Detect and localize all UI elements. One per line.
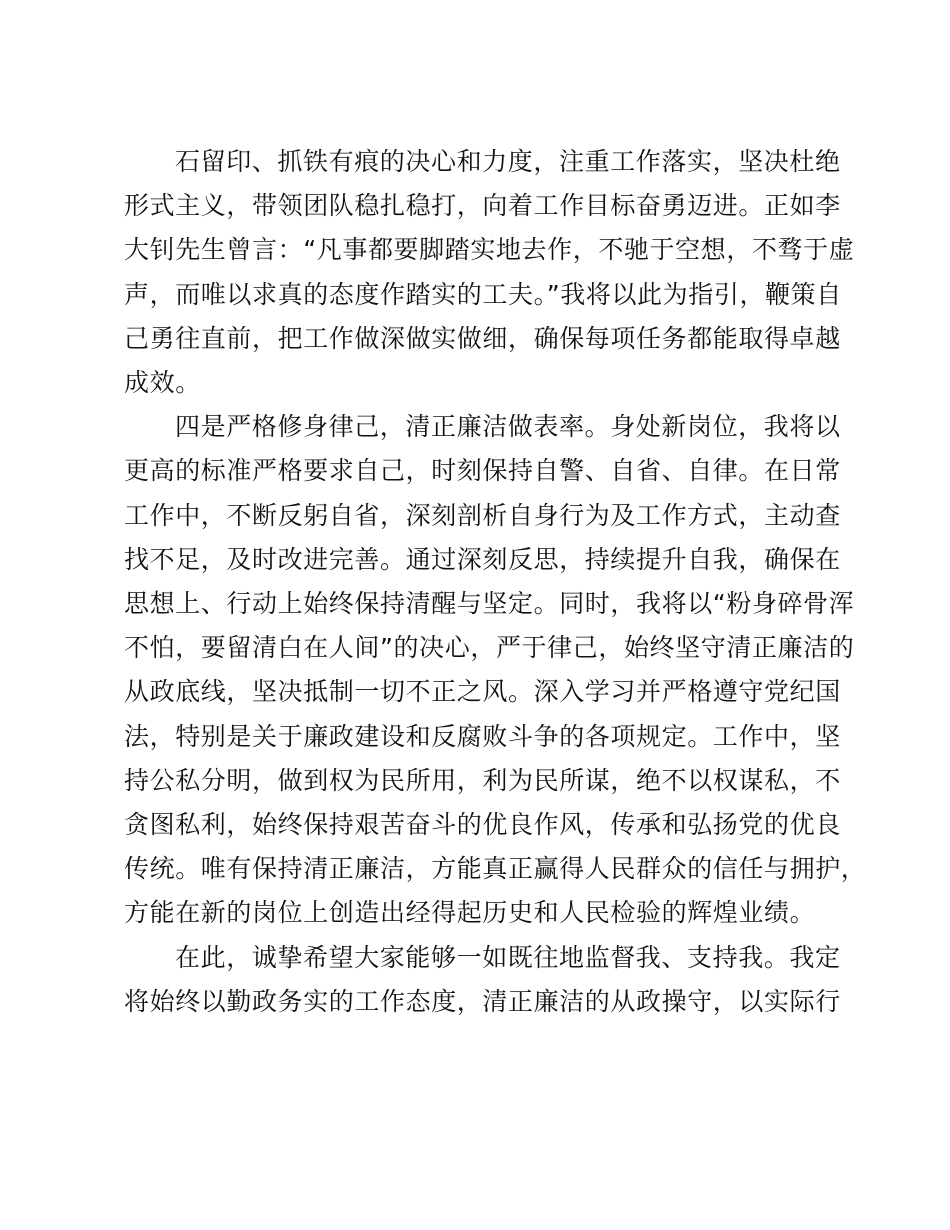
text-line: 不怕，要留清白在人间”的决心，严于律己，始终坚守清正廉洁的 [124,633,855,663]
text-line: 法，特别是关于廉政建设和反腐败斗争的各项规定。工作中，坚 [124,721,841,751]
paragraph-integrity [124,405,867,935]
text-line: 方能在新的岗位上创造出经得起历史和人民检验的辉煌业绩。 [124,898,816,928]
text-line: 大钊先生曾言：“凡事都要脚踏实地去作，不驰于空想，不骛于虚 [124,235,855,265]
text-line: 四是严格修身律己，清正廉洁做表率。身处新岗位，我将以 [175,412,841,442]
text-line: 思想上、行动上始终保持清醒与坚定。同时，我将以“粉身碎骨浑 [124,589,855,619]
text-line: 持公私分明，做到权为民所用，利为民所谋，绝不以权谋私，不 [124,765,841,795]
text-line: 传统。唯有保持清正廉洁，方能真正赢得人民群众的信任与拥护， [124,854,867,884]
text-line: 将始终以勤政务实的工作态度，清正廉洁的从政操守，以实际行 [124,986,841,1016]
text-line: 己勇往直前，把工作做深做实做细，确保每项任务都能取得卓越 [124,323,841,353]
document-body [124,140,867,1024]
paragraph-closing [124,936,842,1024]
text-line: 成效。 [124,368,201,398]
text-line: 贪图私利，始终保持艰苦奋斗的优良作风，传承和弘扬党的优良 [124,810,841,840]
paragraph-continuation [124,140,855,405]
text-line: 找不足，及时改进完善。通过深刻反思，持续提升自我，确保在 [124,544,841,574]
text-line: 在此，诚挚希望大家能够一如既往地监督我、支持我。我定 [175,942,841,972]
text-line: 形式主义，带领团队稳扎稳打，向着工作目标奋勇迈进。正如李 [124,191,841,221]
text-line: 从政底线，坚决抵制一切不正之风。深入学习并严格遵守党纪国 [124,677,841,707]
text-line: 石留印、抓铁有痕的决心和力度，注重工作落实，坚决杜绝 [175,147,841,176]
text-line: 更高的标准严格要求自己，时刻保持自警、自省、自律。在日常 [124,456,841,486]
text-line: 工作中，不断反躬自省，深刻剖析自身行为及工作方式，主动查 [124,500,841,530]
text-line: 声，而唯以求真的态度作踏实的工夫。”我将以此为指引，鞭策自 [124,279,842,309]
